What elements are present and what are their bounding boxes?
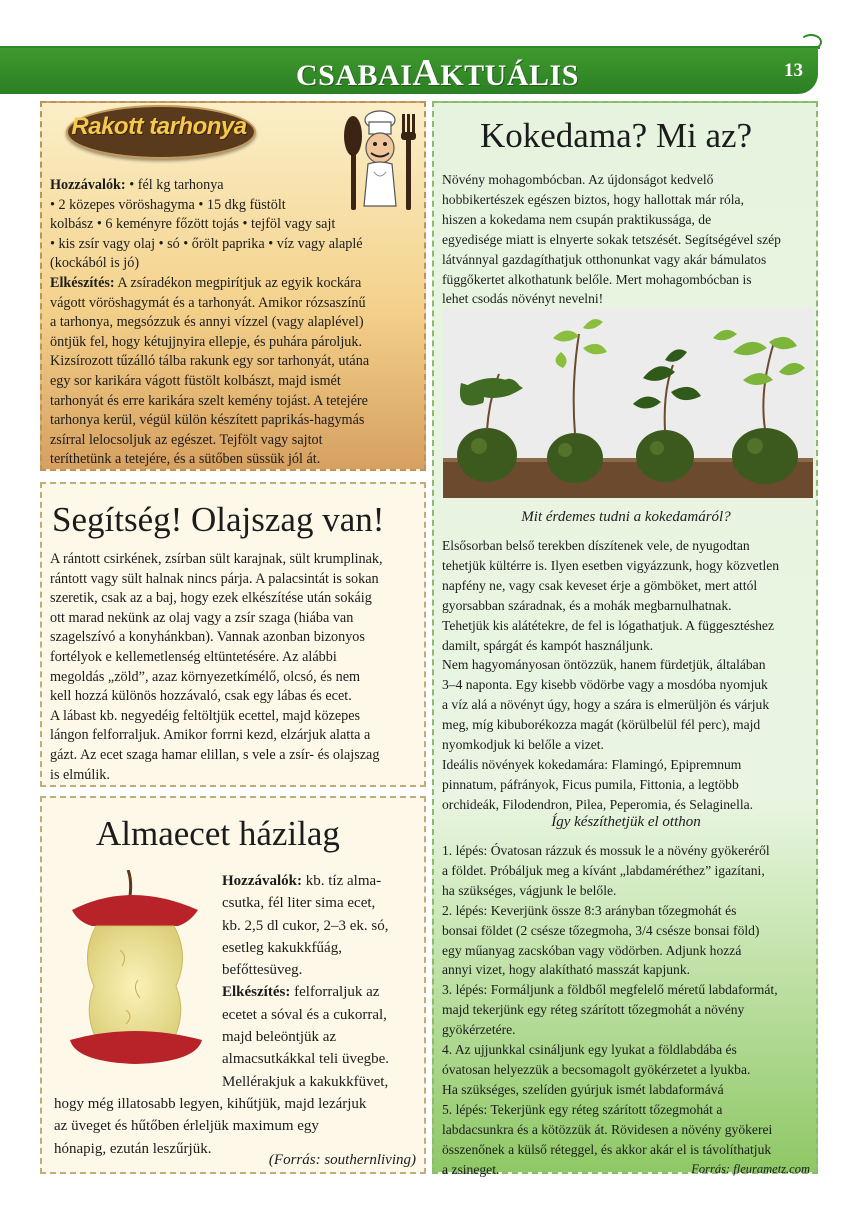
recipe-title: Rakott tarhonya <box>71 113 247 140</box>
step-line: egy műanyag zacskóban vagy vödörben. Adjunk hozzá <box>442 942 742 958</box>
prep-line: teríthetünk a tetejére, és a sütőben süssük jól át. <box>50 451 321 468</box>
oil-line: is elmúlik. <box>50 766 110 783</box>
prep-line-1 <box>50 274 420 294</box>
step-line: 4. Az ujjunkkal csináljunk egy lyukat a földlabdába és <box>442 1042 737 1058</box>
ingredients-line: (kockából is jó) <box>50 255 140 272</box>
oil-line: kell hozzá különös hozzávaló, csak egy lábas és ecet. <box>50 688 352 705</box>
page-number: 13 <box>784 60 803 81</box>
vinegar-source: (Forrás: southernliving) <box>268 1152 416 1168</box>
prep-line: Kizsírozott tűzálló tálba rakunk egy sor tarhonyát, utána <box>50 353 370 370</box>
prep-line: egy sor karikára vágott füstölt kolbászt, majd ismét <box>50 372 341 389</box>
intro-line: Növény mohagombócban. Az újdonságot kedvelő <box>442 172 714 187</box>
intro-line: hobbikertészek egészen biztos, hogy hallottak már róla, <box>442 191 744 207</box>
apple-core-icon <box>60 870 210 1075</box>
vinegar-line: hogy még illatosabb legyen, kihűtjük, majd lezárjuk <box>54 1096 367 1112</box>
logo-part2: KTUÁLIS <box>440 59 579 92</box>
kokedama-plants-photo <box>443 308 813 498</box>
oil-line: szagelszívó a konyhánkban). Vannak azonban bizonyos <box>50 629 365 646</box>
body-line: orchideák, Filodendron, Pilea, Peperomia, és Selaginella. <box>442 796 754 812</box>
body-line: a víz alá a növényt úgy, hogy a szára is elmerüljön és várjuk <box>442 697 770 713</box>
step-line: 2. lépés: Keverjünk össze 8:3 arányban tőzegmohát és <box>442 902 737 918</box>
oil-line: szeretik, csak az a baj, hogy ezek elkészítése után sokáig <box>50 590 372 607</box>
apple-vinegar-title: Almaecet házilag <box>96 814 340 853</box>
oil-line: A rántott csirkének, zsírban sült karajnak, sült krumplinak, <box>50 551 383 567</box>
vinegar-line: hónapig, ezután leszűrjük. <box>54 1140 212 1157</box>
body-line: pinnatum, páfrányok, Ficus pumila, Fittonia, a legtöbb <box>442 776 739 792</box>
vinegar-ingredients-line: kb. 2,5 dl cukor, 2–3 ek. só, <box>222 917 389 934</box>
vinegar-prep-text: felforraljuk az <box>290 984 380 1001</box>
prep-line: zsírral lelocsoljuk az egészet. Tejfölt vagy sajtot <box>50 431 323 448</box>
body-line: damilt, spárgát és kampót használjunk. <box>442 637 654 653</box>
oil-line: gázt. Az ecet szaga hamar elillan, s vele a zsír- és olajszag <box>50 746 380 763</box>
ingredients-line: • kis zsír vagy olaj • só • őrölt paprika • víz vagy alaplé <box>50 235 363 252</box>
body-line: nyomkodjuk ki belőle a vizet. <box>442 737 604 753</box>
ingredients-line-1 <box>50 176 420 196</box>
oil-line: A lábast kb. negyedéig feltöltjük ecettel, majd közepes <box>50 707 361 724</box>
body-line: Nem hagyományosan öntözzük, hanem fürdetjük, általában <box>442 657 766 673</box>
body-line: 3–4 naponta. Egy kisebb vödörbe vagy a mosdóba nyomjuk <box>442 677 768 693</box>
intro-line: látvánnyal gazdagíthatjuk otthonunkat vagy akár bámulatos <box>442 251 767 267</box>
vinegar-ingredients-line: esetleg kakukkfűág, <box>222 939 342 956</box>
oil-smell-text <box>50 550 422 785</box>
kokedama-source: Forrás: fleurametz.com <box>691 1161 810 1176</box>
vinegar-ingredients-label: Hozzávalók: <box>222 873 302 889</box>
intro-line: hiszen a kokedama nem csupán praktikussága, de <box>442 211 712 227</box>
step-line: bonsai földet (2 csésze tőzegmoha, 3/4 csésze bonsai föld) <box>442 922 760 938</box>
intro-line: lehet csodás növényt nevelni! <box>442 291 604 307</box>
vinegar-prep-label: Elkészítés: <box>222 984 291 1001</box>
intro-line: függőkertet alkothatunk belőle. Mert mohagombócban is <box>442 271 752 287</box>
logo-part1: CSABAI <box>296 59 413 92</box>
oil-line: rántott vagy sült halnak nincs párja. A palacsintát is sokan <box>50 570 379 587</box>
step-line-last <box>442 1160 816 1180</box>
oil-line: fortélyok e kellemetlenség eltüntetésére. Az alábbi <box>50 648 337 665</box>
prep-label: Elkészítés: <box>50 274 115 291</box>
body-line: Ideális növények kokedamára: Flamingó, Epipremnum <box>442 756 742 772</box>
prep-line: a tarhonya, megsózzuk és annyi vízzel (vagy alaplével) <box>50 314 364 331</box>
vinegar-ingredients-text: kb. tíz alma- <box>302 873 382 889</box>
vinegar-ingredients-line-1 <box>222 870 422 892</box>
step-line: összenőnek a külső réteggel, és akkor akár el is távolíthatjuk <box>442 1141 772 1157</box>
oil-line: ott marad nekünk az olaj vagy a zsír szaga (hiába van <box>50 609 354 626</box>
step-line: labdacsunkra és a kötözzük át. Rövidesen a növény gyökerei <box>442 1121 773 1137</box>
kokedama-subtitle-1: Mit érdemes tudni a kokedamáról? <box>521 509 731 525</box>
oil-smell-title: Segítség! Olajszag van! <box>52 500 385 539</box>
step-line: annyi vizet, hogy alakítható masszát kapjunk. <box>442 962 691 978</box>
vinegar-full-text <box>54 1093 422 1160</box>
ingredients-text: • fél kg tarhonya <box>125 177 224 193</box>
step-line: majd tekerjünk egy réteg szárított tőzegmohát a növény <box>442 1002 745 1018</box>
prep-line: tarhonyát és erre karikára szelt kemény tojást. A tetejére <box>50 392 368 409</box>
oil-line: lángon felforraljuk. Amikor forrni kezd, elzárjuk alatta a <box>50 727 371 744</box>
oil-line: megoldás „zöld”, azaz környezetkímélő, olcsó, és nem <box>50 668 361 685</box>
kokedama-subtitle-2: Így készíthetjük el otthon <box>551 814 701 830</box>
body-line: gyorsabban száradnak, és a mohák megbarnulhatnak. <box>442 597 732 613</box>
body-line: tehetjük kültérre is. Ilyen esetben vigyázzunk, hogy közvetlen <box>442 557 780 573</box>
prep-line: tarhonya kerül, végül külön készített paprikás-hagymás <box>50 412 365 429</box>
step-line: Ha szükséges, szelíden gyúrjuk ismét labdaformává <box>442 1081 724 1097</box>
vinegar-prep-line-1 <box>222 981 422 1003</box>
vinegar-prep-line: ecetet a sóval és a cukorral, <box>222 1006 387 1023</box>
body-line: Elsősorban belső terekben díszítenek vele, de nyugodtan <box>442 538 750 553</box>
kokedama-intro <box>442 170 814 309</box>
vinegar-ingredients-line: csutka, fél liter sima ecet, <box>222 895 376 912</box>
intro-line: egyedisége miatt is elnyerte sokak tetszését. Segítségével szép <box>442 231 781 247</box>
step-line: 5. lépés: Tekerjünk egy réteg szárított tőzegmohát a <box>442 1101 723 1117</box>
step-line: 1. lépés: Óvatosan rázzuk és mossuk le a növény gyökeréről <box>442 843 770 858</box>
recipe-text <box>50 176 420 470</box>
body-line: napfény ne, vagy csak keveset érje a gömböket, mert attól <box>442 577 758 593</box>
logo-initial: A <box>412 52 441 94</box>
step-line: óvatosan helyezzük a becsomagolt gyökérzetet a lyukba. <box>442 1061 751 1077</box>
step-line: 3. lépés: Formáljunk a földből megfelelő méretű labdaformát, <box>442 982 778 998</box>
vinegar-ingredients-line: befőttesüveg. <box>222 962 303 979</box>
step-line: ha szükséges, vágjunk le belőle. <box>442 882 617 898</box>
body-line: meg, míg kibuborékozza magát (körülbelül fél perc), majd <box>442 717 761 733</box>
kokedama-steps <box>442 841 816 1179</box>
vinegar-prep-line: almacsutkákkal teli üvegbe. <box>222 1051 390 1068</box>
kokedama-body-1 <box>442 536 816 815</box>
ingredients-line: • 2 közepes vöröshagyma • 15 dkg füstölt <box>50 196 286 213</box>
vinegar-side-text <box>222 870 422 1093</box>
prep-line: vágott vöröshagymát és a tarhonyát. Amikor rózsaszínű <box>50 294 366 311</box>
magazine-logo <box>296 51 579 95</box>
step-line: a földet. Próbáljuk meg a kívánt „labdaméréthez” igazítani, <box>442 862 765 878</box>
body-line: Tehetjük kis alátétekre, de fel is lógathatjuk. A függesztéshez <box>442 617 774 633</box>
vinegar-line: az üveget és hűtőben érleljük maximum egy <box>54 1118 319 1135</box>
vinegar-prep-line: majd beleöntjük az <box>222 1029 337 1046</box>
step-last-text: a zsineget. <box>442 1161 500 1177</box>
kokedama-title: Kokedama? Mi az? <box>480 116 753 155</box>
prep-line: öntjük fel, hogy kétujjnyira ellepje, és puhára pároljuk. <box>50 333 363 350</box>
ingredients-label: Hozzávalók: <box>50 177 126 193</box>
ingredients-line: kolbász • 6 keményre főzött tojás • tejföl vagy sajt <box>50 216 336 233</box>
prep-text: A zsíradékon megpirítjuk az egyik kockára <box>114 274 362 291</box>
vinegar-prep-line: Mellérakjuk a kakukkfüvet, <box>222 1073 389 1090</box>
step-line: gyökérzetére. <box>442 1022 516 1038</box>
